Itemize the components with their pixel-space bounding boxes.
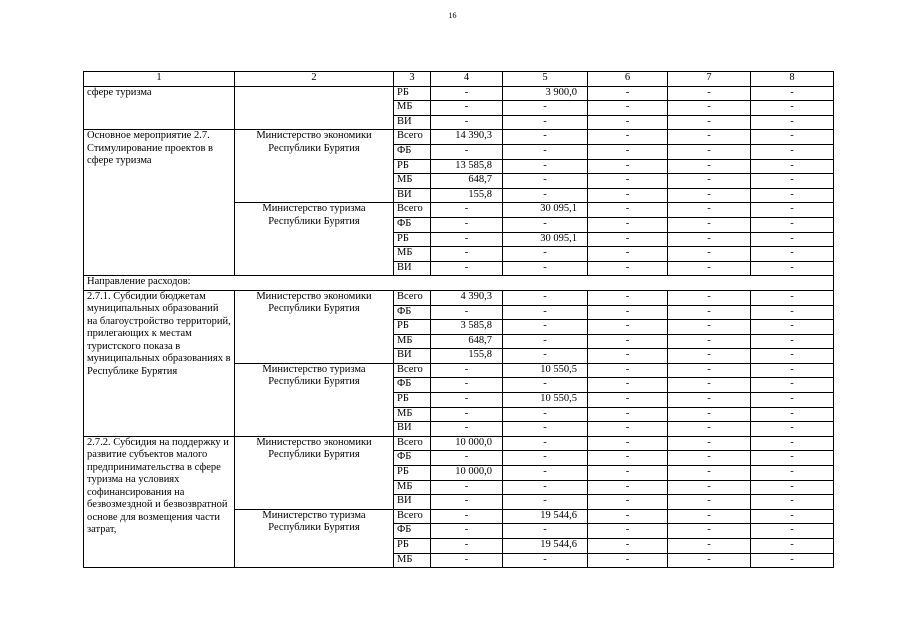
funding-source: МБ [394,407,431,422]
page-number: 16 [448,11,457,20]
amount-cell: - [431,217,503,232]
amount-cell: - [668,495,751,510]
amount-cell: - [588,217,668,232]
amount-cell: 19 544,6 [503,539,588,554]
amount-cell: - [503,174,588,189]
amount-cell: - [668,130,751,145]
amount-cell: - [668,188,751,203]
amount-cell: - [588,188,668,203]
amount-cell: - [751,86,834,101]
amount-cell: - [668,509,751,524]
table-row [84,436,834,451]
amount-cell: - [503,451,588,466]
amount-cell: - [588,320,668,335]
funding-source: Всего [394,130,431,145]
amount-cell: - [431,495,503,510]
amount-cell: - [431,261,503,276]
amount-cell: - [668,480,751,495]
amount-cell: - [751,349,834,364]
amount-cell: 10 550,5 [503,363,588,378]
amount-cell: - [503,101,588,116]
amount-cell: - [751,539,834,554]
amount-cell: - [588,349,668,364]
funding-source: ФБ [394,217,431,232]
header-cell: 3 [394,72,431,87]
funding-source: РБ [394,232,431,247]
amount-cell: - [431,305,503,320]
amount-cell: - [668,466,751,481]
amount-cell: - [588,101,668,116]
amount-cell: 19 544,6 [503,509,588,524]
amount-cell: - [751,232,834,247]
funding-source: Всего [394,203,431,218]
amount-cell: - [668,203,751,218]
amount-cell: - [588,553,668,568]
table-row [84,86,834,101]
amount-cell: - [751,378,834,393]
amount-cell: - [751,144,834,159]
amount-cell: - [668,320,751,335]
amount-cell: - [588,232,668,247]
amount-cell: - [668,115,751,130]
amount-cell: - [668,363,751,378]
header-cell: 8 [751,72,834,87]
amount-cell: - [588,363,668,378]
amount-cell: - [751,553,834,568]
header-cell: 6 [588,72,668,87]
funding-source: РБ [394,466,431,481]
amount-cell: - [751,305,834,320]
amount-cell: - [668,451,751,466]
amount-cell: - [503,290,588,305]
amount-cell: - [503,378,588,393]
amount-cell: - [588,144,668,159]
funding-source: МБ [394,480,431,495]
amount-cell: - [588,393,668,408]
amount-cell: - [503,407,588,422]
amount-cell: - [503,349,588,364]
amount-cell: - [503,159,588,174]
amount-cell: 14 390,3 [431,130,503,145]
amount-cell: - [588,305,668,320]
amount-cell: - [751,115,834,130]
responsible-executor: Министерство туризма Республики Бурятия [235,509,394,567]
table-row [84,290,834,305]
amount-cell: - [751,436,834,451]
amount-cell: - [751,451,834,466]
amount-cell: - [588,539,668,554]
amount-cell: - [431,115,503,130]
funding-source: ВИ [394,261,431,276]
amount-cell: - [668,232,751,247]
amount-cell: - [588,290,668,305]
amount-cell: - [588,86,668,101]
amount-cell: - [431,203,503,218]
amount-cell: 10 000,0 [431,466,503,481]
amount-cell: - [751,524,834,539]
amount-cell: - [668,86,751,101]
amount-cell: - [503,334,588,349]
amount-cell: - [588,203,668,218]
amount-cell: - [668,247,751,262]
amount-cell: - [668,334,751,349]
responsible-executor: Министерство туризма Республики Бурятия [235,363,394,436]
table-body [84,72,834,568]
amount-cell: - [431,144,503,159]
funding-source: МБ [394,553,431,568]
amount-cell: - [503,305,588,320]
amount-cell: - [503,320,588,335]
amount-cell: - [751,203,834,218]
amount-cell: - [668,436,751,451]
amount-cell: - [431,553,503,568]
amount-cell: - [503,217,588,232]
amount-cell: 30 095,1 [503,203,588,218]
amount-cell: 155,8 [431,349,503,364]
amount-cell: - [668,422,751,437]
amount-cell: - [751,290,834,305]
funding-source: РБ [394,393,431,408]
amount-cell: - [503,247,588,262]
amount-cell: - [431,247,503,262]
amount-cell: 648,7 [431,334,503,349]
amount-cell: - [588,524,668,539]
amount-cell: - [503,466,588,481]
amount-cell: - [588,495,668,510]
amount-cell: - [751,495,834,510]
funding-source: ФБ [394,451,431,466]
funding-source: МБ [394,334,431,349]
amount-cell: 648,7 [431,174,503,189]
amount-cell: - [668,261,751,276]
amount-cell: 3 585,8 [431,320,503,335]
amount-cell: - [668,174,751,189]
header-cell: 5 [503,72,588,87]
amount-cell: - [751,334,834,349]
responsible-executor: Министерство экономики Республики Бурятия [235,436,394,509]
funding-source: ВИ [394,115,431,130]
amount-cell: - [751,480,834,495]
section-heading: Направление расходов: [84,276,834,291]
amount-cell: - [431,378,503,393]
amount-cell: - [431,451,503,466]
amount-cell: - [751,261,834,276]
funding-source: ВИ [394,349,431,364]
funding-source: РБ [394,159,431,174]
header-row [84,72,834,87]
amount-cell: - [588,159,668,174]
activity-name: сфере туризма [84,86,235,130]
amount-cell: - [588,422,668,437]
amount-cell: - [431,232,503,247]
amount-cell: 13 585,8 [431,159,503,174]
amount-cell: - [668,378,751,393]
funding-source: Всего [394,363,431,378]
amount-cell: - [751,188,834,203]
amount-cell: - [751,407,834,422]
amount-cell: - [668,349,751,364]
amount-cell: - [588,174,668,189]
amount-cell: - [668,144,751,159]
amount-cell: - [751,217,834,232]
funding-source: РБ [394,320,431,335]
responsible-executor: Министерство экономики Республики Бурятия [235,130,394,203]
amount-cell: - [588,378,668,393]
amount-cell: - [431,86,503,101]
amount-cell: - [751,393,834,408]
activity-name: 2.7.1. Субсидии бюджетам муниципальных образований на благоустройство территорий, прилегающих к местам туристского показа в муниципальных образованиях в Республике Бурятия [84,290,235,436]
amount-cell: - [668,217,751,232]
amount-cell: - [751,422,834,437]
amount-cell: - [751,247,834,262]
responsible-executor: Министерство экономики Республики Бурятия [235,290,394,363]
budget-table [83,71,834,568]
funding-source: МБ [394,101,431,116]
amount-cell: - [751,159,834,174]
amount-cell: 4 390,3 [431,290,503,305]
amount-cell: - [588,115,668,130]
header-cell: 1 [84,72,235,87]
amount-cell: - [588,334,668,349]
funding-source: МБ [394,174,431,189]
amount-cell: - [588,436,668,451]
amount-cell: - [751,509,834,524]
funding-source: ВИ [394,188,431,203]
amount-cell: - [668,539,751,554]
amount-cell: - [431,363,503,378]
funding-source: ВИ [394,422,431,437]
activity-name: 2.7.2. Субсидия на поддержку и развитие субъектов малого предпринимательства в сфере туризма на условиях софинансирования на безвозмездной и безвозвратной основе для возмещения части затрат, [84,436,235,567]
amount-cell: - [588,407,668,422]
funding-source: ФБ [394,378,431,393]
amount-cell: 10 550,5 [503,393,588,408]
amount-cell: - [503,480,588,495]
amount-cell: - [431,101,503,116]
amount-cell: - [588,130,668,145]
amount-cell: - [668,407,751,422]
amount-cell: 30 095,1 [503,232,588,247]
amount-cell: - [751,466,834,481]
funding-source: МБ [394,247,431,262]
amount-cell: - [503,495,588,510]
amount-cell: 10 000,0 [431,436,503,451]
amount-cell: - [668,101,751,116]
amount-cell: - [431,407,503,422]
amount-cell: - [431,422,503,437]
section-row [84,276,834,291]
amount-cell: - [431,539,503,554]
amount-cell: - [503,553,588,568]
amount-cell: - [588,247,668,262]
amount-cell: - [668,524,751,539]
amount-cell: - [668,290,751,305]
amount-cell: - [751,101,834,116]
header-cell: 7 [668,72,751,87]
amount-cell: - [588,466,668,481]
amount-cell: - [503,130,588,145]
amount-cell: - [588,509,668,524]
amount-cell: - [751,320,834,335]
funding-source: РБ [394,86,431,101]
funding-source: ВИ [394,495,431,510]
funding-source: РБ [394,539,431,554]
amount-cell: - [503,261,588,276]
amount-cell: - [503,524,588,539]
amount-cell: - [751,174,834,189]
header-cell: 2 [235,72,394,87]
amount-cell: - [431,524,503,539]
amount-cell: - [431,480,503,495]
amount-cell: - [431,393,503,408]
amount-cell: 3 900,0 [503,86,588,101]
funding-source: ФБ [394,524,431,539]
responsible-executor: Министерство туризма Республики Бурятия [235,203,394,276]
responsible-executor [235,86,394,130]
amount-cell: - [503,188,588,203]
amount-cell: - [431,509,503,524]
amount-cell: - [588,261,668,276]
funding-source: Всего [394,509,431,524]
amount-cell: - [668,159,751,174]
amount-cell: - [668,393,751,408]
amount-cell: - [588,451,668,466]
header-cell: 4 [431,72,503,87]
amount-cell: - [503,436,588,451]
amount-cell: - [668,305,751,320]
amount-cell: - [503,422,588,437]
amount-cell: - [668,553,751,568]
funding-source: Всего [394,290,431,305]
amount-cell: 155,8 [431,188,503,203]
amount-cell: - [751,363,834,378]
amount-cell: - [588,480,668,495]
funding-source: Всего [394,436,431,451]
amount-cell: - [503,115,588,130]
activity-name: Основное мероприятие 2.7. Стимулирование проектов в сфере туризма [84,130,235,276]
table-row [84,130,834,145]
amount-cell: - [751,130,834,145]
funding-source: ФБ [394,305,431,320]
amount-cell: - [503,144,588,159]
funding-source: ФБ [394,144,431,159]
